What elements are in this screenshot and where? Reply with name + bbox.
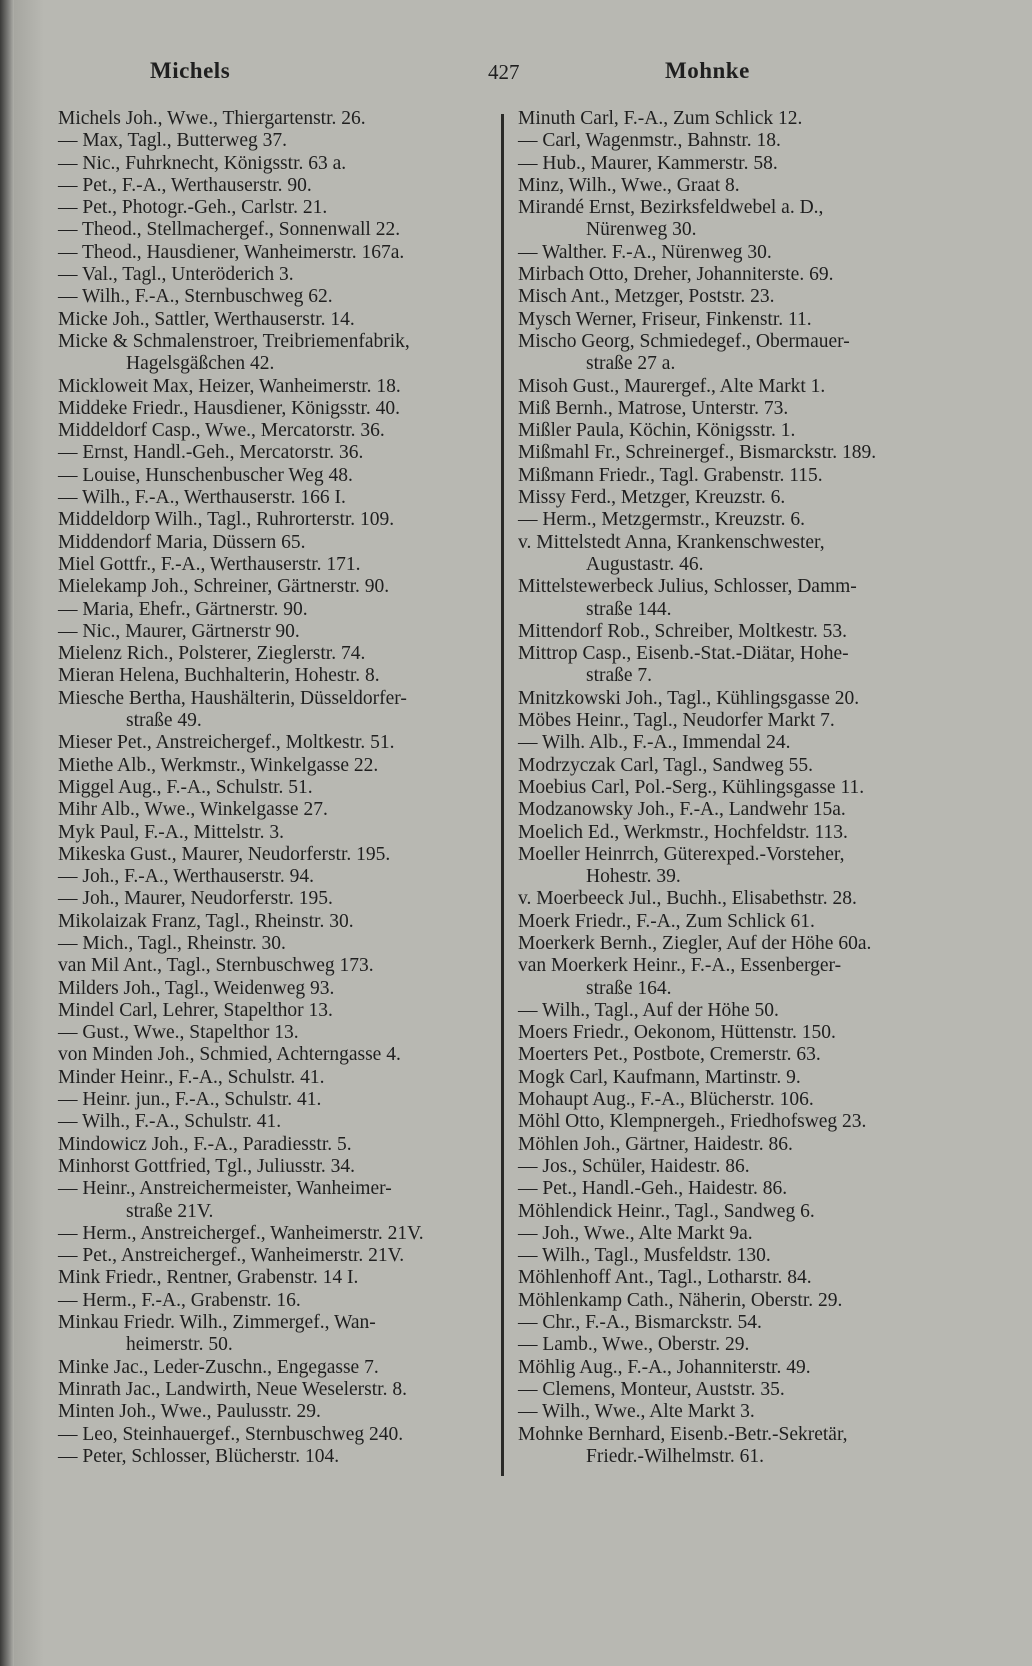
directory-entry: — Wilh., F.-A., Werthauserstr. 166 I.: [58, 487, 346, 509]
directory-entry: — Max, Tagl., Butterweg 37.: [58, 130, 287, 152]
directory-entry: Minrath Jac., Landwirth, Neue Weselerstr. 8.: [58, 1378, 407, 1400]
directory-entry: — Heinr., Anstreichermeister, Wanheimer-: [58, 1178, 392, 1200]
directory-entry: — Lamb., Wwe., Oberstr. 29.: [518, 1334, 750, 1356]
directory-entry: — Pet., Photogr.-Geh., Carlstr. 21.: [58, 197, 328, 219]
directory-entry: — Wilh., F.-A., Sternbuschweg 62.: [58, 286, 333, 308]
directory-entry-continuation: Augustastr. 46.: [586, 553, 704, 575]
directory-entry-continuation: heimerstr. 50.: [126, 1334, 233, 1356]
directory-entry: Möhlen Joh., Gärtner, Haidestr. 86.: [518, 1133, 793, 1155]
directory-entry: — Wilh., F.-A., Schulstr. 41.: [58, 1111, 282, 1133]
directory-entry-continuation: straße 21V.: [126, 1200, 214, 1222]
directory-entry: — Jos., Schüler, Haidestr. 86.: [518, 1155, 750, 1177]
directory-entry: van Mil Ant., Tagl., Sternbuschweg 173.: [58, 955, 374, 977]
directory-entry-continuation: Friedr.-Wilhelmstr. 61.: [586, 1445, 764, 1467]
directory-entry: Minten Joh., Wwe., Paulusstr. 29.: [58, 1401, 321, 1423]
directory-entry: — Gust., Wwe., Stapelthor 13.: [58, 1022, 299, 1044]
directory-entry: — Carl, Wagenmstr., Bahnstr. 18.: [518, 130, 781, 152]
directory-entry: Middeldorf Casp., Wwe., Mercatorstr. 36.: [58, 420, 385, 442]
column-divider: [501, 114, 504, 1476]
directory-entry: Moerkerk Bernh., Ziegler, Auf der Höhe 60a.: [518, 932, 872, 954]
directory-entry: Mirbach Otto, Dreher, Johanniterste. 69.: [518, 264, 834, 286]
directory-entry: — Joh., F.-A., Werthauserstr. 94.: [58, 866, 314, 888]
directory-entry: Mindowicz Joh., F.-A., Paradiesstr. 5.: [58, 1133, 352, 1155]
directory-entry: Mindel Carl, Lehrer, Stapelthor 13.: [58, 999, 333, 1021]
directory-entry: Mirandé Ernst, Bezirksfeldwebel a. D.,: [518, 197, 824, 219]
directory-entry: Micke & Schmalenstroer, Treibriemenfabrik,: [58, 330, 410, 352]
directory-entry: Mißler Paula, Köchin, Königsstr. 1.: [518, 420, 796, 442]
directory-entry: Möbes Heinr., Tagl., Neudorfer Markt 7.: [518, 710, 835, 732]
right-column: [518, 108, 958, 1468]
directory-entry: Middendorf Maria, Düssern 65.: [58, 531, 306, 553]
directory-entry: Möhlendick Heinr., Tagl., Sandweg 6.: [518, 1200, 815, 1222]
directory-entry: — Chr., F.-A., Bismarckstr. 54.: [518, 1312, 762, 1334]
directory-entry: — Heinr. jun., F.-A., Schulstr. 41.: [58, 1089, 322, 1111]
page-number: 427: [488, 60, 520, 84]
directory-entry: Mihr Alb., Wwe., Winkelgasse 27.: [58, 799, 328, 821]
directory-entry: — Pet., Handl.-Geh., Haidestr. 86.: [518, 1178, 788, 1200]
directory-entry: Möhlenkamp Cath., Näherin, Oberstr. 29.: [518, 1289, 843, 1311]
directory-entry: Mnitzkowski Joh., Tagl., Kühlingsgasse 20.: [518, 687, 860, 709]
directory-entry: Mischo Georg, Schmiedegef., Obermauer-: [518, 330, 850, 352]
directory-entry: Misoh Gust., Maurergef., Alte Markt 1.: [518, 375, 826, 397]
directory-entry-continuation: straße 164.: [586, 977, 672, 999]
directory-entry: Minuth Carl, F.-A., Zum Schlick 12.: [518, 108, 803, 129]
directory-entry-continuation: straße 144.: [586, 598, 672, 620]
directory-entry: — Theod., Hausdiener, Wanheimerstr. 167a.: [58, 241, 405, 263]
directory-entry: Mißmahl Fr., Schreinergef., Bismarckstr. 189.: [518, 442, 877, 464]
left-column: [58, 108, 488, 1468]
directory-entry: — Wilh. Alb., F.-A., Immendal 24.: [518, 732, 791, 754]
directory-entry: Minder Heinr., F.-A., Schulstr. 41.: [58, 1066, 325, 1088]
directory-entry: Miß Bernh., Matrose, Unterstr. 73.: [518, 397, 789, 419]
header-right-keyword: Mohnke: [665, 58, 750, 83]
directory-entry: — Ernst, Handl.-Geh., Mercatorstr. 36.: [58, 442, 364, 464]
directory-entry: Minz, Wilh., Wwe., Graat 8.: [518, 174, 740, 196]
directory-entry: Moelich Ed., Werkmstr., Hochfeldstr. 113.: [518, 821, 848, 843]
directory-entry: Mielenz Rich., Polsterer, Zieglerstr. 74.: [58, 643, 366, 665]
directory-entry: Mink Friedr., Rentner, Grabenstr. 14 I.: [58, 1267, 359, 1289]
directory-entry: Mittrop Casp., Eisenb.-Stat.-Diätar, Hohe-: [518, 643, 849, 665]
directory-entry: v. Mittelstedt Anna, Krankenschwester,: [518, 531, 825, 553]
directory-entry: — Herm., F.-A., Grabenstr. 16.: [58, 1289, 301, 1311]
directory-entry: — Nic., Fuhrknecht, Königsstr. 63 a.: [58, 152, 347, 174]
directory-entry: — Herm., Anstreichergef., Wanheimerstr. 21V.: [58, 1222, 424, 1244]
directory-entry: — Peter, Schlosser, Blücherstr. 104.: [58, 1445, 340, 1467]
directory-entry: Mittelstewerbeck Julius, Schlosser, Damm-: [518, 576, 857, 598]
directory-entry: Moeller Heinrrch, Güterexped.-Vorsteher,: [518, 843, 845, 865]
directory-entry: Myk Paul, F.-A., Mittelstr. 3.: [58, 821, 284, 843]
directory-entry: Micke Joh., Sattler, Werthauserstr. 14.: [58, 308, 355, 330]
directory-entry: Mieser Pet., Anstreichergef., Moltkestr. 51.: [58, 732, 395, 754]
directory-entry: — Joh., Maurer, Neudorferstr. 195.: [58, 888, 333, 910]
directory-entry-continuation: straße 7.: [586, 665, 653, 687]
directory-entry: — Pet., F.-A., Werthauserstr. 90.: [58, 174, 312, 196]
directory-entry: Möhl Otto, Klempnergeh., Friedhofsweg 23.: [518, 1111, 867, 1133]
page-gutter-shadow: [14, 0, 44, 1666]
directory-entry: — Herm., Metzgermstr., Kreuzstr. 6.: [518, 509, 806, 531]
directory-entry: Möhlig Aug., F.-A., Johanniterstr. 49.: [518, 1356, 811, 1378]
directory-entry: van Moerkerk Heinr., F.-A., Essenberger-: [518, 955, 842, 977]
directory-entry: Miesche Bertha, Haushälterin, Düsseldorfer-: [58, 687, 407, 709]
directory-entry: — Pet., Anstreichergef., Wanheimerstr. 21V.: [58, 1245, 405, 1267]
directory-entry: Mielekamp Joh., Schreiner, Gärtnerstr. 90.: [58, 576, 390, 598]
directory-entry: — Val., Tagl., Unteröderich 3.: [58, 264, 294, 286]
directory-entry: Mohnke Bernhard, Eisenb.-Betr.-Sekretär,: [518, 1423, 848, 1445]
directory-entry: Mysch Werner, Friseur, Finkenstr. 11.: [518, 308, 812, 330]
directory-entry: Michels Joh., Wwe., Thiergartenstr. 26.: [58, 108, 366, 129]
directory-entry: Modrzyczak Carl, Tagl., Sandweg 55.: [518, 754, 814, 776]
directory-entry: — Louise, Hunschenbuscher Weg 48.: [58, 464, 353, 486]
directory-entry: — Maria, Ehefr., Gärtnerstr. 90.: [58, 598, 308, 620]
directory-entry: — Wilh., Tagl., Musfeldstr. 130.: [518, 1245, 771, 1267]
directory-entry: — Wilh., Tagl., Auf der Höhe 50.: [518, 999, 779, 1021]
directory-entry-continuation: Hagelsgäßchen 42.: [126, 353, 275, 375]
directory-entry: — Wilh., Wwe., Alte Markt 3.: [518, 1401, 755, 1423]
directory-entry: — Theod., Stellmachergef., Sonnenwall 22.: [58, 219, 401, 241]
directory-entry: Middeldorp Wilh., Tagl., Ruhrorterstr. 109.: [58, 509, 395, 531]
directory-entry: Mißmann Friedr., Tagl. Grabenstr. 115.: [518, 464, 823, 486]
directory-entry: — Clemens, Monteur, Auststr. 35.: [518, 1378, 785, 1400]
directory-entry: Miethe Alb., Werkmstr., Winkelgasse 22.: [58, 754, 379, 776]
directory-entry: Moerters Pet., Postbote, Cremerstr. 63.: [518, 1044, 821, 1066]
directory-entry: — Leo, Steinhauergef., Sternbuschweg 240.: [58, 1423, 404, 1445]
directory-entry-continuation: Nürenweg 30.: [586, 219, 697, 241]
directory-entry: — Walther. F.-A., Nürenweg 30.: [518, 241, 772, 263]
directory-entry: Minke Jac., Leder-Zuschn., Engegasse 7.: [58, 1356, 379, 1378]
directory-entry: Mittendorf Rob., Schreiber, Moltkestr. 53.: [518, 620, 848, 642]
directory-entry: Minkau Friedr. Wilh., Zimmergef., Wan-: [58, 1312, 376, 1334]
directory-entry-continuation: straße 27 a.: [586, 353, 676, 375]
directory-entry: Möhlenhoff Ant., Tagl., Lotharstr. 84.: [518, 1267, 812, 1289]
directory-entry-continuation: Hohestr. 39.: [586, 866, 681, 888]
directory-entry: Mikeska Gust., Maurer, Neudorferstr. 195.: [58, 843, 391, 865]
directory-entry: von Minden Joh., Schmied, Achterngasse 4.: [58, 1044, 401, 1066]
directory-entry: Missy Ferd., Metzger, Kreuzstr. 6.: [518, 487, 786, 509]
directory-entry: Mohaupt Aug., F.-A., Blücherstr. 106.: [518, 1089, 814, 1111]
directory-entry: v. Moerbeeck Jul., Buchh., Elisabethstr. 28.: [518, 888, 857, 910]
directory-entry: Mieran Helena, Buchhalterin, Hohestr. 8.: [58, 665, 380, 687]
directory-entry: Mogk Carl, Kaufmann, Martinstr. 9.: [518, 1066, 801, 1088]
directory-entry: Mikolaizak Franz, Tagl., Rheinstr. 30.: [58, 910, 354, 932]
directory-entry: Modzanowsky Joh., F.-A., Landwehr 15a.: [518, 799, 846, 821]
directory-entry: Mickloweit Max, Heizer, Wanheimerstr. 18.: [58, 375, 401, 397]
directory-entry: Miggel Aug., F.-A., Schulstr. 51.: [58, 776, 313, 798]
directory-entry: Moers Friedr., Oekonom, Hüttenstr. 150.: [518, 1022, 836, 1044]
header-left-keyword: Michels: [150, 58, 231, 83]
page-binding-edge: [0, 0, 14, 1666]
directory-entry: Middeke Friedr., Hausdiener, Königsstr. 40.: [58, 397, 401, 419]
directory-entry: — Hub., Maurer, Kammerstr. 58.: [518, 152, 778, 174]
directory-entry: Miel Gottfr., F.-A., Werthauserstr. 171.: [58, 553, 361, 575]
directory-entry: Milders Joh., Tagl., Weidenweg 93.: [58, 977, 335, 999]
directory-entry: Moebius Carl, Pol.-Serg., Kühlingsgasse 11.: [518, 776, 865, 798]
directory-entry: Misch Ant., Metzger, Poststr. 23.: [518, 286, 775, 308]
directory-entry: Minhorst Gottfried, Tgl., Juliusstr. 34.: [58, 1155, 356, 1177]
directory-entry: — Joh., Wwe., Alte Markt 9a.: [518, 1222, 753, 1244]
directory-entry-continuation: straße 49.: [126, 710, 202, 732]
directory-entry: — Mich., Tagl., Rheinstr. 30.: [58, 932, 286, 954]
directory-entry: — Nic., Maurer, Gärtnerstr 90.: [58, 620, 300, 642]
directory-entry: Moerk Friedr., F.-A., Zum Schlick 61.: [518, 910, 815, 932]
